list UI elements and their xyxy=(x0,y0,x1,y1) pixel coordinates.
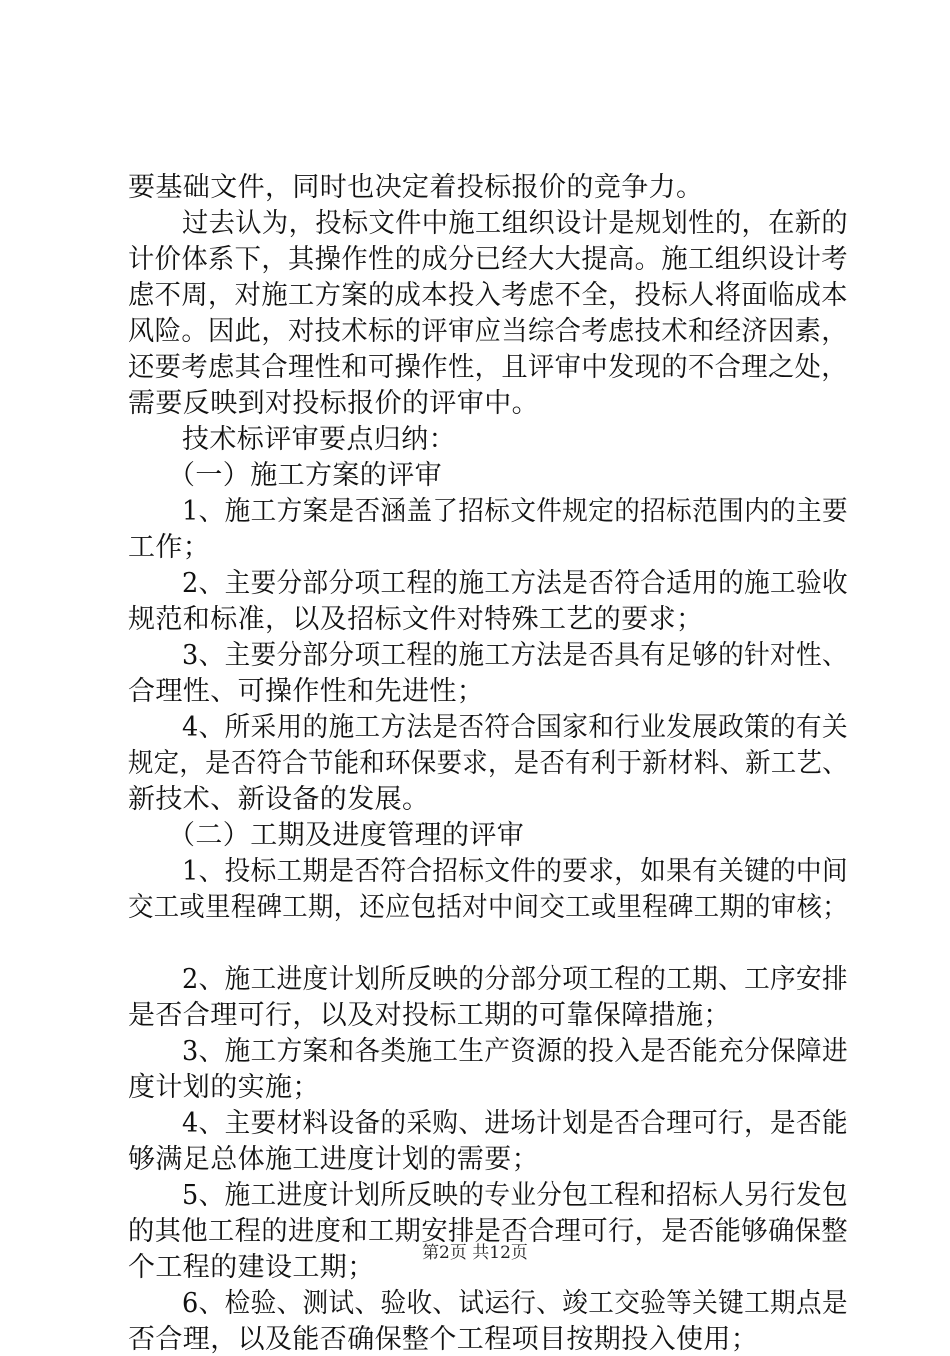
text-line: 过去认为，投标文件中施工组织设计是规划性的，在新的 xyxy=(182,208,849,239)
text-line: 合理性、可操作性和先进性； xyxy=(128,676,485,707)
text-line: 否合理，以及能否确保整个工程项目按期投入使用； xyxy=(128,1324,759,1355)
text-line: 个工程的建设工期； xyxy=(128,1252,375,1283)
text-line: 计价体系下，其操作性的成分已经大大提高。施工组织设计考 xyxy=(128,244,848,275)
section-heading: （一）施工方案的评审 xyxy=(168,460,442,491)
text-line: 交工或里程碑工期，还应包括对中间交工或里程碑工期的审核； xyxy=(128,892,849,923)
text-line: 3、施工方案和各类施工生产资源的投入是否能充分保障进 xyxy=(182,1036,848,1067)
text-line: 3、主要分部分项工程的施工方法是否具有足够的针对性、 xyxy=(182,640,848,671)
text-line: 是否合理可行，以及对投标工期的可靠保障措施； xyxy=(128,1000,731,1031)
text-line: 2、施工进度计划所反映的分部分项工程的工期、工序安排 xyxy=(182,964,848,995)
text-line: 虑不周，对施工方案的成本投入考虑不全，投标人将面临成本 xyxy=(128,280,848,311)
text-line: 4、主要材料设备的采购、进场计划是否合理可行，是否能 xyxy=(182,1108,848,1139)
text-line: 要基础文件，同时也决定着投标报价的竞争力。 xyxy=(128,172,704,203)
text-line: 规定，是否符合节能和环保要求，是否有利于新材料、新工艺、 xyxy=(128,748,849,779)
text-line: 需要反映到对投标报价的评审中。 xyxy=(128,388,539,419)
text-line: 新技术、新设备的发展。 xyxy=(128,784,430,815)
page-number-footer: 第2页 共12页 xyxy=(422,1243,528,1263)
text-line: 技术标评审要点归纳： xyxy=(182,424,456,455)
text-line: 规范和标准，以及招标文件对特殊工艺的要求； xyxy=(128,604,704,635)
text-line: 6、检验、测试、验收、试运行、竣工交验等关键工期点是 xyxy=(182,1288,848,1319)
text-line: 的其他工程的进度和工期安排是否合理可行，是否能够确保整 xyxy=(128,1216,848,1247)
text-line: 风险。因此，对技术标的评审应当综合考虑技术和经济因素， xyxy=(128,316,848,347)
text-line: 度计划的实施； xyxy=(128,1072,320,1103)
text-line: 5、施工进度计划所反映的专业分包工程和招标人另行发包 xyxy=(182,1180,848,1211)
text-line: 够满足总体施工进度计划的需要； xyxy=(128,1144,539,1175)
text-line: 2、主要分部分项工程的施工方法是否符合适用的施工验收 xyxy=(182,568,848,599)
text-line: 工作； xyxy=(128,532,211,563)
text-line: 还要考虑其合理性和可操作性，且评审中发现的不合理之处， xyxy=(128,352,848,383)
text-line: 4、所采用的施工方法是否符合国家和行业发展政策的有关 xyxy=(182,712,848,743)
section-heading: （二）工期及进度管理的评审 xyxy=(168,820,525,851)
text-line: 1、施工方案是否涵盖了招标文件规定的招标范围内的主要 xyxy=(182,496,848,527)
text-line: 1、投标工期是否符合招标文件的要求，如果有关键的中间 xyxy=(182,856,848,887)
